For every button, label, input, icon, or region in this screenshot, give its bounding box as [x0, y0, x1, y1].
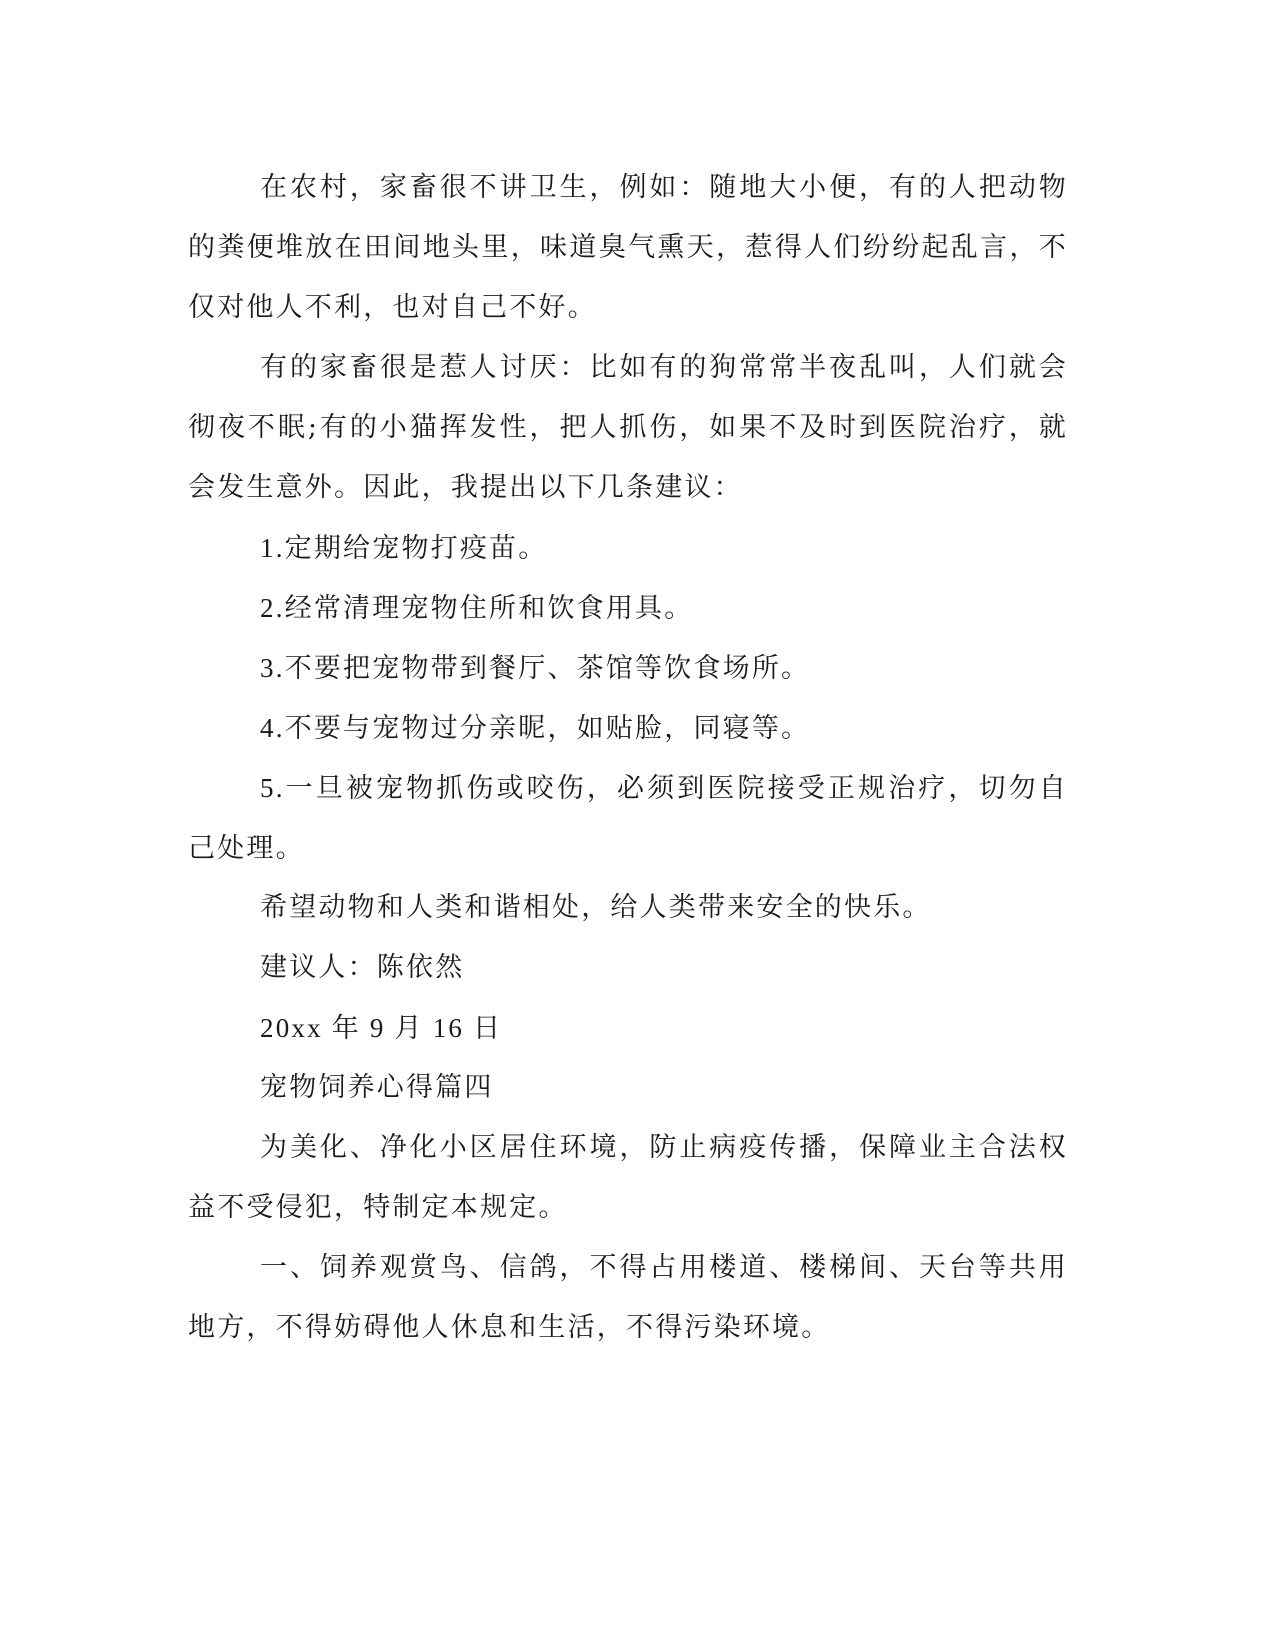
- document-body: [188, 158, 1068, 1358]
- regulation-intro: 为美化、净化小区居住环境，防止病疫传播，保障业主合法权益不受侵犯，特制定本规定。: [188, 1132, 1068, 1223]
- paragraph-nuisance: 有的家畜很是惹人讨厌：比如有的狗常常半夜乱叫，人们就会彻夜不眠;有的小猫挥发性，把人抓伤，如果不及时到医院治疗，就会发生意外。因此，我提出以下几条建议：: [188, 352, 1068, 503]
- suggestion-item-1: 1.定期给宠物打疫苗。: [260, 533, 548, 563]
- paragraph-hygiene: 在农村，家畜很不讲卫生，例如：随地大小便，有的人把动物的粪便堆放在田间地头里，味道臭气熏天，惹得人们纷纷起乱言，不仅对他人不利，也对自己不好。: [188, 172, 1068, 323]
- regulation-item-1: 一、饲养观赏鸟、信鸽，不得占用楼道、楼梯间、天台等共用地方，不得妨碍他人休息和生活，不得污染环境。: [188, 1252, 1068, 1343]
- suggestion-item-5: 5.一旦被宠物抓伤或咬伤，必须到医院接受正规治疗，切勿自己处理。: [188, 773, 1068, 863]
- suggestion-item-2: 2.经常清理宠物住所和饮食用具。: [260, 593, 694, 623]
- suggestion-item-3: 3.不要把宠物带到餐厅、茶馆等饮食场所。: [260, 653, 811, 683]
- closing-paragraph: 希望动物和人类和谐相处，给人类带来安全的快乐。: [260, 892, 932, 923]
- suggestion-item-4: 4.不要与宠物过分亲昵，如贴脸，同寝等。: [260, 713, 811, 743]
- section-title: 宠物饲养心得篇四: [260, 1072, 494, 1103]
- date-line: 20xx 年 9 月 16 日: [260, 1013, 503, 1043]
- signature-line: 建议人：陈依然: [260, 952, 465, 983]
